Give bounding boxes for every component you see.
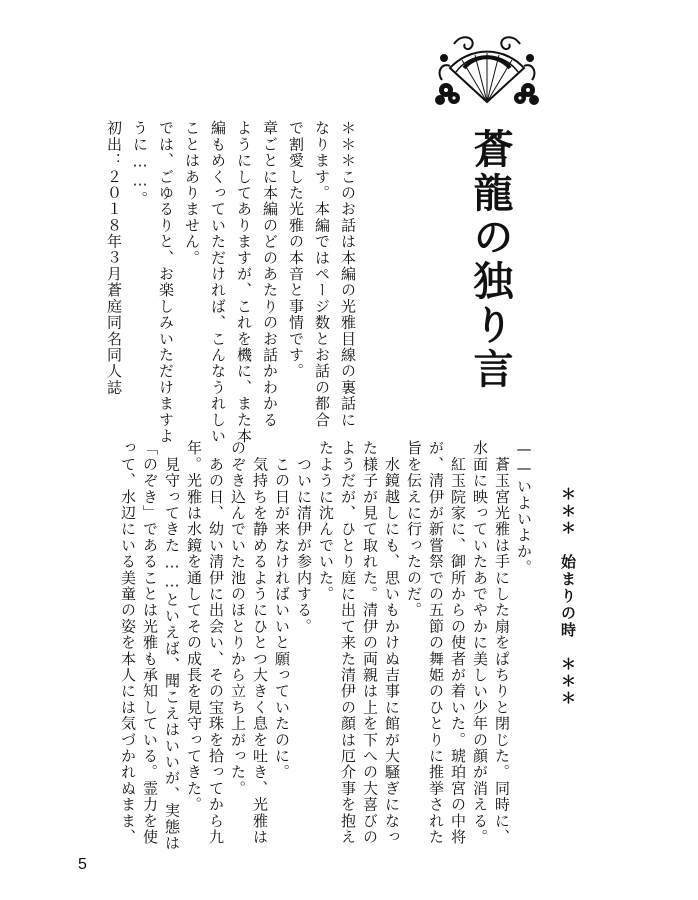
note-line-6: 編もめくっていただければ、こんなうれしい [209,120,227,444]
note-line-9: うに……。 [131,120,149,207]
body-line-17: 見守ってきた……といえば、聞こえはいいが、実態は [163,440,181,851]
body-line-13: 気持ちを静めるようにひとつ大きく息を吐き、光雅は [251,440,269,845]
note-line-1: ＊＊＊このお話は本編の光雅目線の裏話に [339,120,357,428]
note-line-7: ことはありません。 [183,120,201,266]
body-line-14: のぞき込んでいた池のほとりから立ち上がった。 [229,440,247,797]
body-line-19: って、水辺にいる美童の姿を本人には気づかれぬまま、 [119,440,137,845]
body-line-7: 水鏡越しにも、思いもかけぬ吉事に館が大騒ぎになっ [383,440,401,845]
body-line-18: 「のぞき」であることは光雅も承知している。霊力を使 [141,440,159,845]
body-line-15: あの日、幼い清伊に出会い、その宝珠を拾ってから九 [207,440,225,845]
body-line-8: た様子が見て取れた。清伊の両親は上を下への大喜びの [361,440,379,845]
body-line-9: ようだが、ひとり庭に出て来た清伊の顔は厄介事を抱え [339,440,357,845]
note-credit: 初出：２０１８年３月蒼庭同名同人誌 [105,120,123,396]
page-number: 5 [78,856,87,873]
body-line-11: ついに清伊が参内する。 [295,440,313,635]
note-line-8: では、ごゆるりと、お楽しみいただけますよ [157,120,175,444]
note-line-3: で割愛した光雅の本音と事情です。 [287,120,305,380]
note-line-5: ようにしてありますが、これを機に、また本 [235,120,253,444]
body-line-4: 紅玉院家に、御所からの使者が着いた。琥珀宮の中将 [449,440,467,845]
note-line-2: なります。本編ではページ数とお話の都合 [313,120,331,428]
page-title: 蒼龍の独り言 [467,128,514,392]
fan-flower-ornament [432,28,542,112]
body-line-3: 水面に映っていたあでやかに美しい少年の顔が消える。 [471,440,489,845]
body-line-5: が、清伊が新嘗祭での五節の舞姫のひとりに推挙された [427,440,445,845]
body-line-6: 旨を伝えに行ったのだ。 [405,440,423,619]
note-line-4: 章ごとに本編のどのあたりのお話かわかる [261,120,279,428]
body-line-10: たように沈んでいた。 [317,440,335,602]
section-heading: ＊＊＊ 始まりの時 ＊＊＊ [559,486,577,707]
body-line-1: ——いよいよか。 [515,440,533,576]
body-line-2: 蒼玉宮光雅は手にした扇をぱちりと閉じた。同時に、 [493,440,511,845]
body-line-12: この日が来なければいいと願っていたのに。 [273,440,291,781]
body-line-16: 年。光雅は水鏡を通してその成長を見守ってきた。 [185,440,203,813]
